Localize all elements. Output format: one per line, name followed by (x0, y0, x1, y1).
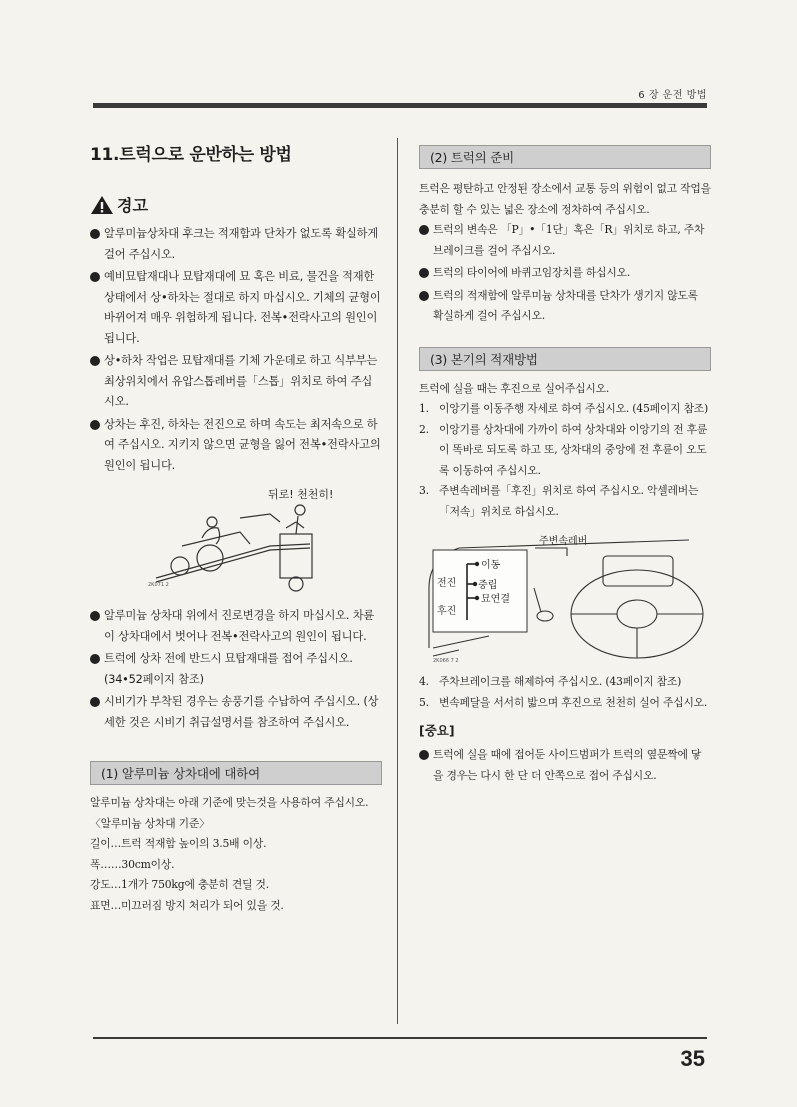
step-number: 2. (419, 422, 429, 436)
chapter-header: 6 장 운전 방법 (638, 90, 707, 101)
bullet-icon (90, 229, 100, 239)
column-divider (397, 138, 398, 1024)
warning-item (90, 267, 382, 349)
lever-reverse: 후진 (437, 606, 457, 617)
step-text: 이앙기를 상차대에 가까이 하여 상차대와 이앙기의 전 후륜이 똑바로 되도록 하고 또, 상차대의 중앙에 전 후륜이 오도록 이동하여 주십시오. (439, 422, 708, 477)
step-number: 5. (419, 695, 429, 709)
truck-prep-text: 트럭의 변속은 「P」•「1단」혹은「R」위치로 하고, 주차브레이크를 걸어 주십시오. (433, 223, 705, 257)
important-item (419, 745, 711, 786)
warning-text: 알루미늄상차대 후크는 적재함과 단차가 없도록 확실하게 걸어 주십시오. (104, 227, 379, 261)
step-text: 이앙기를 이동주행 자세로 하여 주십시오. (45페이지 참조) (439, 402, 709, 415)
step-text: 주차브레이크를 해제하여 주십시오. (43페이지 참조) (439, 675, 682, 688)
step-number: 4. (419, 675, 429, 688)
warning-text: 상차는 후진, 하차는 전진으로 하며 속도는 최저속으로 하여 주십시오. 지키지 않으면 균형을 잃어 전복•전락사고의 원인이 됩니다. (104, 417, 381, 472)
truck-prep-text: 트럭의 적재함에 알루미늄 상차대를 단차가 생기지 않도록 확실하게 걸어 주십시오. (433, 288, 698, 322)
bullet-icon (90, 272, 100, 282)
lever-pos-seedling: 묘연결 (481, 594, 510, 605)
left-column (90, 140, 382, 916)
criteria-title: 〈알루미늄 상차대 기준〉 (90, 816, 210, 830)
warning-item (90, 351, 382, 413)
warning-item (90, 224, 382, 265)
bullet-icon (419, 750, 429, 760)
bullet-icon (90, 697, 100, 707)
warning-label: 경고 (117, 196, 148, 215)
bullet-icon (419, 268, 429, 278)
step-number: 1. (419, 402, 429, 415)
sub1-intro: 알루미늄 상차대는 아래 기준에 맞는것을 사용하여 주십시오. (90, 796, 369, 809)
warning-heading (90, 193, 382, 216)
important-heading: [중요] (419, 723, 455, 738)
subsection-heading-1: (1) 알루미늄 상차대에 대하여 (90, 761, 382, 785)
criteria-item: 폭……30cm이상. (90, 857, 175, 871)
warning-text: 시비기가 부착된 경우는 송풍기를 수납하여 주십시오. (상세한 것은 시비기 취급설명서를 참조하여 주십시오. (104, 695, 379, 729)
warning-text: 예비묘탑재대나 묘탑재대에 묘 혹은 비료, 물건을 적재한 상태에서 상•하차는 절대로 하지 마십시오. 기체의 균형이 바뀌어져 매우 위험하게 됩니다. 전복•전락사고의 원인이 됩니다. (104, 270, 381, 345)
subsection-heading-3: (3) 본기의 적재방법 (419, 347, 711, 371)
criteria-item: 표면…미끄러짐 방지 처리가 되어 있을 것. (90, 898, 284, 912)
section-title: 11.트럭으로 운반하는 방법 (90, 145, 292, 165)
bullet-icon (90, 420, 100, 430)
lever-panel-drawing (419, 528, 711, 668)
bullet-icon (90, 654, 100, 664)
truck-prep-item (419, 220, 711, 261)
warning-text: 알루미늄 상차대 위에서 진로변경을 하지 마십시오. 차륜이 상차대에서 벗어나 전복•전락사고의 원인이 됩니다. (104, 609, 375, 643)
step-item (419, 693, 711, 714)
criteria-item: 길이…트럭 적재함 높이의 3.5배 이상. (90, 837, 267, 850)
lever-label: 주변속레버 (539, 536, 588, 547)
warning-text: 트럭에 상차 전에 반드시 묘탑재대를 접어 주십시오. (34•52페이지 참조) (104, 652, 353, 686)
important-text: 트럭에 실을 때에 접어둔 사이드범퍼가 트럭의 옆문짝에 닿을 경우는 다시 한 단 더 안쪽으로 접어 주십시오. (433, 748, 702, 782)
sub3-intro: 트럭에 실을 때는 후진으로 실어주십시오. (419, 381, 610, 395)
bullet-icon (419, 291, 429, 301)
truck-prep-text: 트럭의 타이어에 바퀴고임장치를 하십시오. (433, 266, 631, 279)
warning-item (90, 415, 382, 477)
warning-item (90, 606, 382, 647)
warning-triangle-icon (90, 195, 114, 215)
step-text: 변속페달을 서서히 밟으며 후진으로 천천히 실어 주십시오. (439, 695, 708, 709)
lever-forward: 전진 (437, 578, 457, 589)
figure-code: 2K066 7 2 (433, 658, 459, 664)
top-rule (93, 103, 707, 108)
speech-text: 뒤로! 천천히! (268, 488, 334, 501)
lever-pos-neutral: 중립 (478, 580, 498, 591)
warning-item (90, 649, 382, 690)
bullet-icon (90, 356, 100, 366)
truck-prep-item (419, 263, 711, 284)
bottom-rule (93, 1037, 707, 1039)
step-text: 주변속레버를「후진」위치로 하여 주십시오. 악셀레버는「저속」위치로 하십시오. (439, 484, 699, 518)
step-item (419, 481, 711, 522)
figure-code: 2K071 2 (148, 582, 169, 588)
warning-item (90, 692, 382, 733)
step-item (419, 672, 711, 693)
step-number: 3. (419, 484, 429, 497)
lever-pos-move: 이동 (481, 560, 501, 571)
bullet-icon (90, 611, 100, 621)
step-item (419, 420, 711, 482)
subsection-heading-2: (2) 트럭의 준비 (419, 145, 711, 169)
criteria-item: 강도…1개가 750kg에 충분히 견딜 것. (90, 878, 270, 891)
shift-lever-diagram (419, 528, 711, 668)
right-column (419, 145, 711, 788)
warning-text: 상•하차 작업은 묘탑재대를 기체 가운데로 하고 식부부는 최상위치에서 유압스톱레버를「스톱」위치로 하여 주십시오. (104, 354, 378, 408)
sub2-intro: 트럭은 평탄하고 안정된 장소에서 교통 등의 위험이 없고 작업을 충분히 할 수 있는 넓은 장소에 정차하여 주십시오. (419, 182, 711, 216)
bullet-icon (419, 225, 429, 235)
step-item (419, 399, 711, 420)
loading-illustration (90, 488, 382, 592)
truck-loading-drawing (90, 488, 382, 592)
truck-prep-item (419, 286, 711, 327)
page-number: 35 (680, 1046, 705, 1071)
